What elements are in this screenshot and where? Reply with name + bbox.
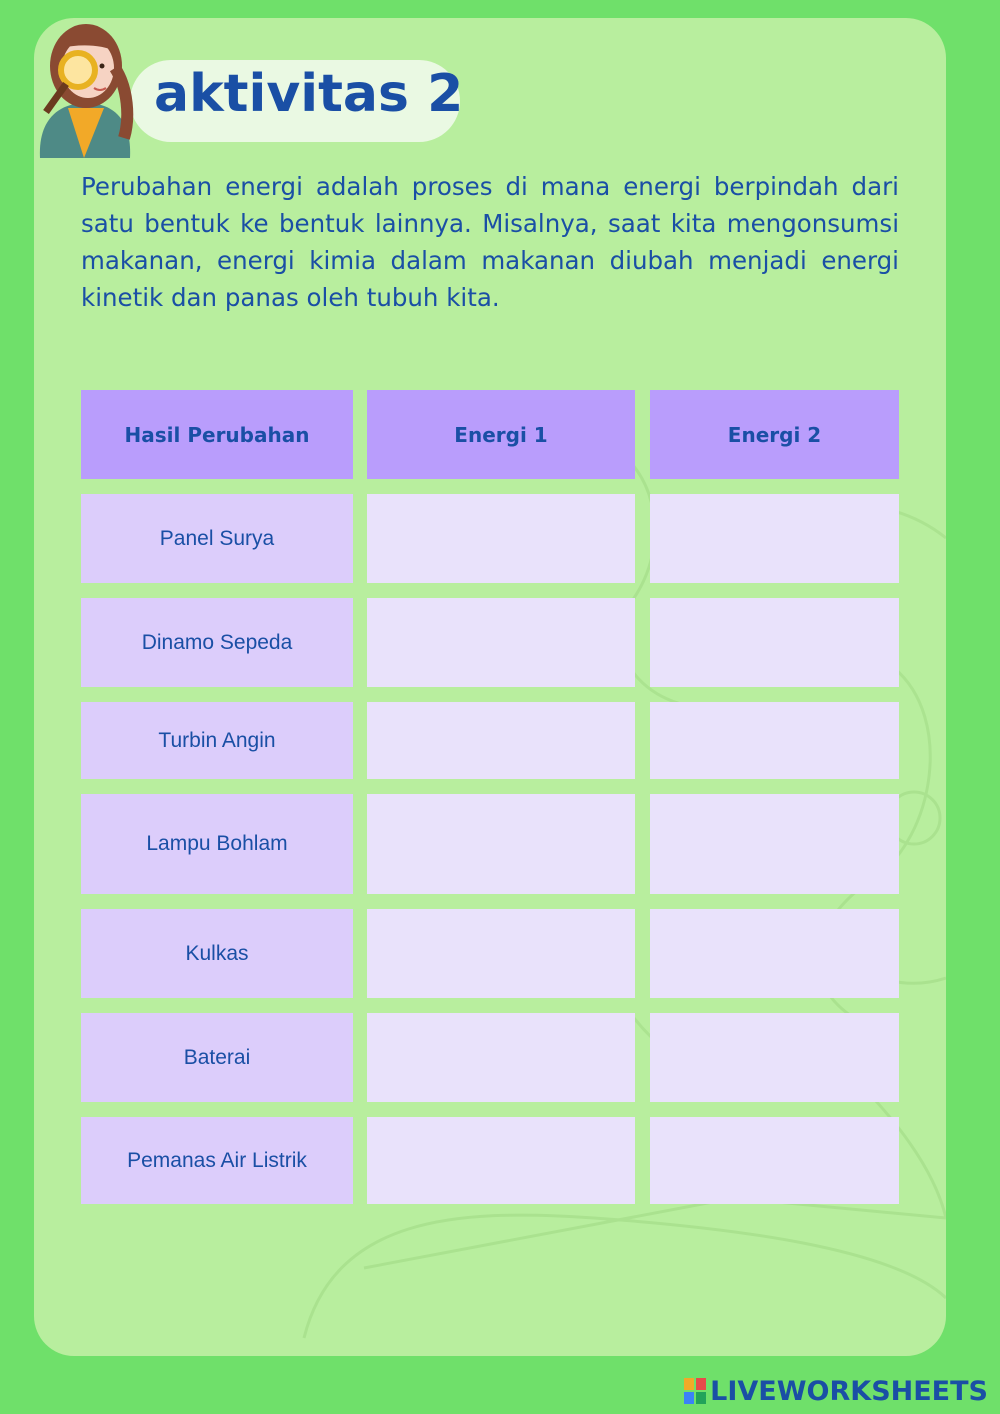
row-label: Dinamo Sepeda bbox=[81, 598, 353, 687]
answer-energi-2[interactable] bbox=[650, 598, 899, 687]
row-label: Pemanas Air Listrik bbox=[81, 1117, 353, 1204]
row-label: Panel Surya bbox=[81, 494, 353, 583]
answer-energi-1[interactable] bbox=[367, 494, 635, 583]
answer-energi-2[interactable] bbox=[650, 1117, 899, 1204]
page-title: aktivitas 2 bbox=[154, 64, 464, 124]
answer-energi-2[interactable] bbox=[650, 702, 899, 779]
worksheet-card bbox=[34, 18, 946, 1356]
answer-energi-1[interactable] bbox=[367, 1117, 635, 1204]
intro-paragraph: Perubahan energi adalah proses di mana energi berpindah dari satu bentuk ke bentuk lainnya. Misalnya, saat kita mengonsumsi makanan, energi kimia dalam makanan diubah menjadi energi kinetik dan panas oleh tubuh kita. bbox=[81, 172, 899, 312]
liveworksheets-brand: LIVEWORKSHEETS bbox=[710, 1375, 988, 1407]
answer-energi-1[interactable] bbox=[367, 598, 635, 687]
header-energi-2: Energi 2 bbox=[650, 390, 899, 479]
answer-energi-1[interactable] bbox=[367, 702, 635, 779]
answer-energi-2[interactable] bbox=[650, 909, 899, 998]
row-label: Kulkas bbox=[81, 909, 353, 998]
header-hasil-perubahan: Hasil Perubahan bbox=[81, 390, 353, 479]
answer-energi-2[interactable] bbox=[650, 794, 899, 894]
header-energi-1: Energi 1 bbox=[367, 390, 635, 479]
liveworksheets-logo-icon bbox=[684, 1378, 706, 1404]
answer-energi-1[interactable] bbox=[367, 794, 635, 894]
answer-energi-1[interactable] bbox=[367, 1013, 635, 1102]
row-label: Turbin Angin bbox=[81, 702, 353, 779]
answer-energi-1[interactable] bbox=[367, 909, 635, 998]
answer-energi-2[interactable] bbox=[650, 1013, 899, 1102]
liveworksheets-footer[interactable] bbox=[684, 1376, 988, 1406]
row-label: Baterai bbox=[81, 1013, 353, 1102]
row-label: Lampu Bohlam bbox=[81, 794, 353, 894]
answer-energi-2[interactable] bbox=[650, 494, 899, 583]
girl-magnifier-icon bbox=[34, 18, 150, 158]
